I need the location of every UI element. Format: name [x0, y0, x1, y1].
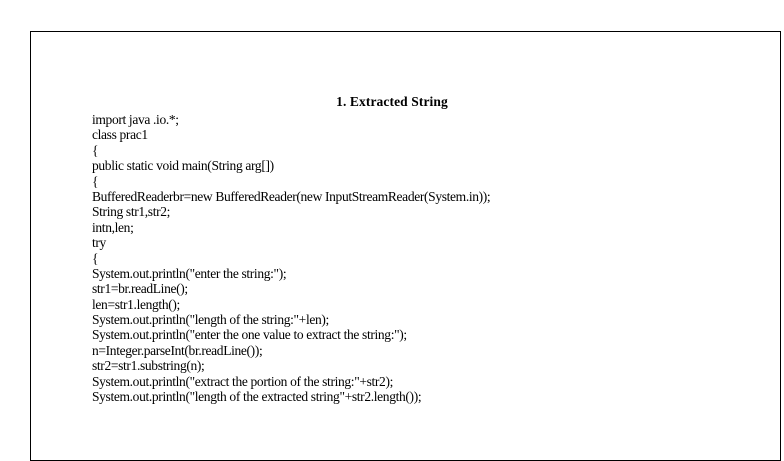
code-line: System.out.println("length of the string:"+len);: [92, 312, 329, 328]
code-line: {: [92, 173, 99, 189]
code-line: try: [92, 235, 106, 251]
code-line: String str1,str2;: [92, 204, 171, 220]
code-line: str2=str1.substring(n);: [92, 358, 205, 374]
code-line: class prac1: [92, 127, 148, 143]
code-line: len=str1.length();: [92, 296, 180, 312]
code-line: System.out.println("length of the extracted string"+str2.length());: [92, 389, 422, 405]
code-listing: [92, 112, 490, 404]
code-line: intn,len;: [92, 219, 134, 235]
code-line: str1=br.readLine();: [92, 281, 188, 297]
code-line: {: [92, 250, 99, 266]
document-title: 1. Extracted String: [336, 94, 448, 109]
code-line: import java .io.*;: [92, 112, 179, 127]
code-line: System.out.println("enter the string:");: [92, 265, 287, 281]
code-line: n=Integer.parseInt(br.readLine());: [92, 342, 263, 358]
code-line: BufferedReaderbr=new BufferedReader(new InputStreamReader(System.in));: [92, 188, 491, 204]
code-line: System.out.println("enter the one value to extract the string:");: [92, 327, 407, 343]
code-line: {: [92, 142, 99, 158]
code-line: public static void main(String arg[]): [92, 158, 274, 174]
code-line: System.out.println("extract the portion of the string:"+str2);: [92, 373, 394, 389]
